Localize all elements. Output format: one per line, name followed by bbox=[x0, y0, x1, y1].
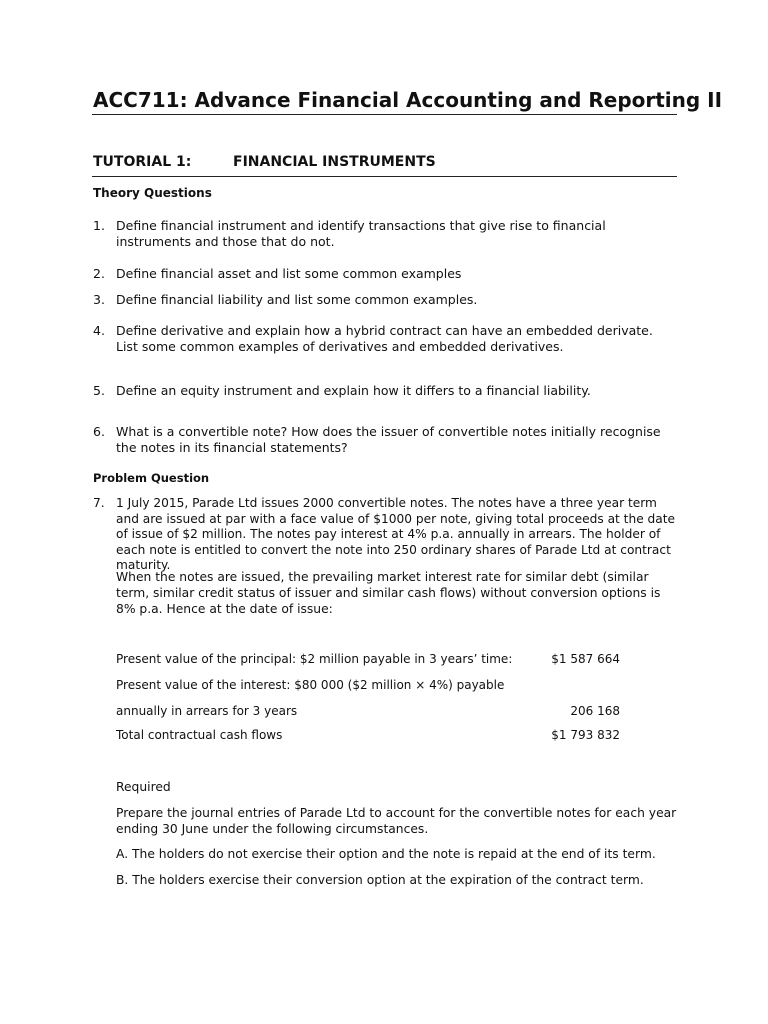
question-text: Define an equity instrument and explain how it differs to a financial liability. bbox=[116, 383, 591, 398]
theory-heading: Theory Questions bbox=[93, 186, 212, 200]
question-text: Define financial liability and list some common examples. bbox=[116, 292, 478, 307]
pv-label: Total contractual cash flows bbox=[116, 728, 283, 742]
pv-value: $1 587 664 bbox=[551, 652, 620, 666]
title-divider bbox=[92, 114, 677, 115]
question-number: 2. bbox=[93, 266, 105, 281]
problem-question bbox=[93, 496, 678, 574]
theory-question bbox=[93, 383, 678, 399]
pv-label: Present value of the principal: $2 million payable in 3 years’ time: bbox=[116, 652, 513, 666]
tutorial-heading bbox=[93, 154, 436, 170]
question-number: 6. bbox=[93, 424, 105, 439]
required-label: Required bbox=[116, 780, 171, 794]
theory-question bbox=[93, 266, 678, 282]
question-text: Define financial asset and list some common examples bbox=[116, 266, 462, 281]
question-text: Define derivative and explain how a hybrid contract can have an embedded derivate. List some common examples of derivatives and embedded derivatives. bbox=[116, 323, 653, 354]
theory-question bbox=[93, 424, 678, 456]
problem-text: 1 July 2015, Parade Ltd issues 2000 convertible notes. The notes have a three year term and are issued at par with a face value of $1000 per note, giving total proceeds at the date of issue of $2 million. The notes pay interest at 4% p.a. annually in arrears. The holder of each note is entitled to convert the note into 250 ordinary shares of Parade Ltd at contract maturity. bbox=[116, 496, 676, 573]
question-text: Define financial instrument and identify transactions that give rise to financial instruments and those that do not. bbox=[116, 218, 606, 249]
pv-label: annually in arrears for 3 years bbox=[116, 704, 298, 718]
theory-question bbox=[93, 323, 678, 355]
case-a: A. The holders do not exercise their option and the note is repaid at the end of its term. bbox=[116, 847, 656, 861]
problem-heading: Problem Question bbox=[93, 471, 210, 485]
pv-label: Present value of the interest: $80 000 ($2 million × 4%) payable bbox=[116, 678, 505, 692]
tutorial-label: TUTORIAL 1: bbox=[93, 154, 192, 170]
pv-row bbox=[116, 703, 620, 719]
pv-row bbox=[116, 677, 620, 693]
question-number: 7. bbox=[93, 496, 105, 510]
question-number: 5. bbox=[93, 383, 105, 398]
tutorial-topic: FINANCIAL INSTRUMENTS bbox=[233, 154, 436, 170]
theory-question bbox=[93, 292, 678, 308]
problem-paragraph: When the notes are issued, the prevailing market interest rate for similar debt (similar term, similar credit status of issuer and similar cash flows) without conversion options is 8% p.a. Hence at the date of issue: bbox=[116, 570, 661, 616]
question-number: 1. bbox=[93, 218, 105, 233]
page-title: ACC711: Advance Financial Accounting and Reporting II bbox=[93, 88, 723, 112]
case-b: B. The holders exercise their conversion option at the expiration of the contract term. bbox=[116, 873, 644, 887]
pv-total-row bbox=[116, 727, 620, 743]
instruction-text: Prepare the journal entries of Parade Ltd to account for the convertible notes for each year ending 30 June under the following circumstances. bbox=[116, 806, 677, 836]
pv-value: 206 168 bbox=[570, 704, 620, 718]
theory-question bbox=[93, 218, 678, 250]
pv-row bbox=[116, 651, 620, 667]
question-text: What is a convertible note? How does the issuer of convertible notes initially recognise the notes in its financial statements? bbox=[116, 424, 661, 455]
question-number: 3. bbox=[93, 292, 105, 307]
pv-value: $1 793 832 bbox=[551, 728, 620, 742]
question-number: 4. bbox=[93, 323, 105, 338]
tutorial-divider bbox=[92, 176, 677, 177]
